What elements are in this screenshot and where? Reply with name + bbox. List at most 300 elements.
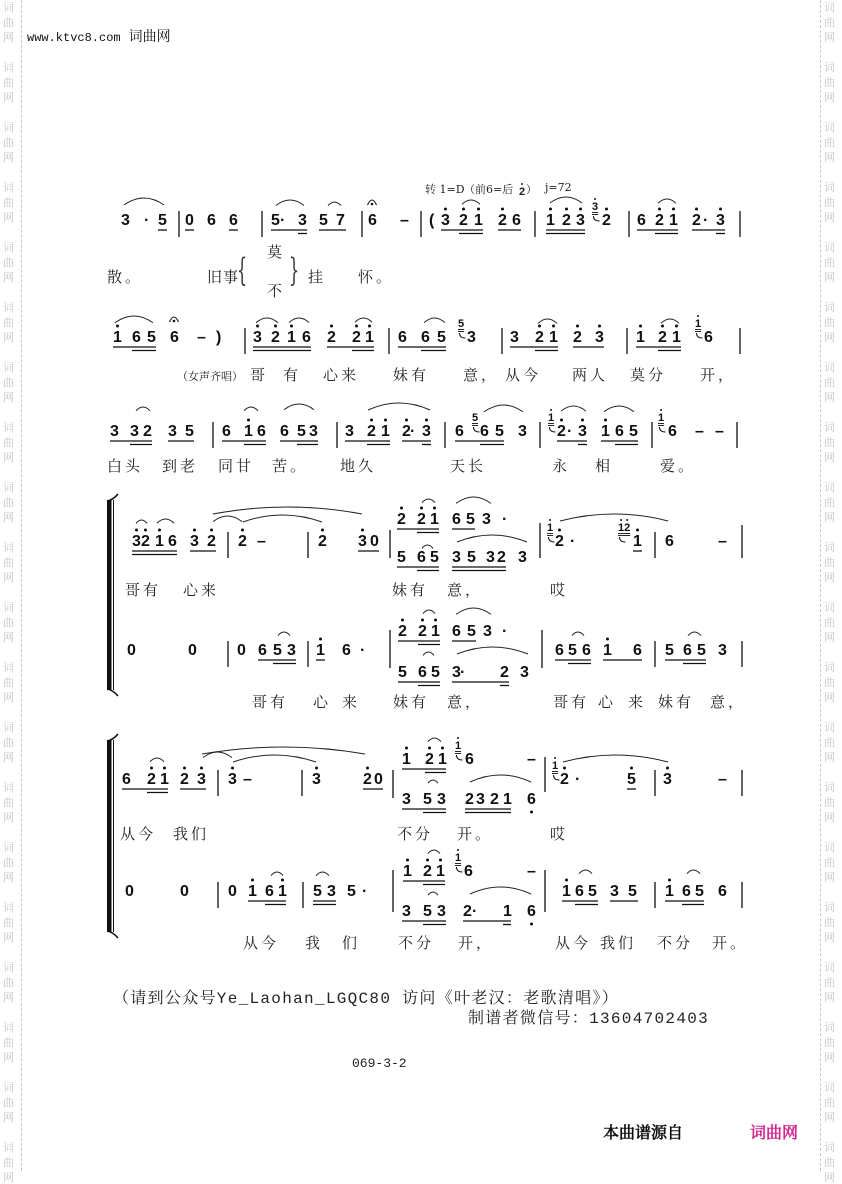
watermark-char: 曲 [3, 16, 14, 29]
watermark-char: 词 [3, 541, 14, 554]
note-digit: 3 [518, 422, 527, 440]
note-digit: 1 [381, 422, 390, 440]
key-equivalence-prefix: （前6=后 [464, 183, 514, 196]
note-digit: 3 [132, 532, 141, 550]
note-digit: 2 [490, 790, 499, 808]
note-digit: 6 [132, 328, 141, 346]
lyric-text: 我们 [173, 825, 210, 843]
note-digit: 6 [527, 902, 536, 920]
watermark-char: 曲 [3, 436, 14, 449]
watermark-char: 曲 [824, 556, 835, 569]
note-digit: 6 [280, 422, 289, 440]
note-digit: 3 [327, 882, 336, 900]
note-digit: 6 [464, 862, 473, 880]
note-digit: 6 [555, 641, 564, 659]
lyric-text: 地久 [340, 457, 377, 475]
grace-note: 1 [455, 851, 462, 864]
augmentation-dot: · [703, 211, 709, 229]
watermark-char: 词 [3, 901, 14, 914]
watermark-char: 网 [824, 691, 835, 704]
rest-note: 0 [237, 641, 246, 659]
watermark-char: 曲 [824, 496, 835, 509]
watermark-char: 词 [824, 481, 835, 494]
rest-note: 0 [228, 882, 237, 900]
note-digit: 5 [319, 211, 328, 229]
watermark-char: 网 [3, 571, 14, 584]
watermark-char: 曲 [824, 676, 835, 689]
watermark-char: 曲 [824, 796, 835, 809]
extension-dash: – [718, 532, 727, 550]
watermark-char: 曲 [3, 976, 14, 989]
grace-note: 1 [695, 317, 702, 330]
watermark-char: 词 [824, 61, 835, 74]
watermark-char: 词 [3, 241, 14, 254]
watermark-char: 曲 [3, 496, 14, 509]
lyric-text: 来 [628, 693, 647, 711]
augmentation-dot: · [567, 422, 573, 440]
lyric-text: 心来 [323, 366, 360, 384]
watermark-char: 词 [824, 901, 835, 914]
lyric-text: 我 [305, 934, 324, 952]
note-digit: 5 [431, 663, 440, 681]
note-digit: 6 [122, 770, 131, 788]
watermark-char: 曲 [3, 1156, 14, 1169]
note-digit: 3 [287, 641, 296, 659]
watermark-char: 网 [3, 331, 14, 344]
parenthesis: ( [429, 211, 435, 229]
watermark-char: 网 [3, 631, 14, 644]
note-digit: 3 [716, 211, 725, 229]
note-digit: 1 [402, 750, 411, 768]
note-digit: 2 [398, 622, 407, 640]
note-digit: 3 [518, 548, 527, 566]
note-digit: 3 [452, 548, 461, 566]
augmentation-dot: · [570, 532, 576, 550]
extension-dash: – [718, 770, 727, 788]
watermark-char: 曲 [824, 1036, 835, 1049]
note-digit: 6 [718, 882, 727, 900]
watermark-char: 曲 [824, 76, 835, 89]
note-digit: 5 [629, 422, 638, 440]
watermark-char: 词 [3, 961, 14, 974]
note-digit: 1 [403, 862, 412, 880]
grace-note: 1 [455, 739, 462, 752]
watermark-char: 曲 [3, 136, 14, 149]
watermark-char: 曲 [824, 1096, 835, 1109]
lyric-text: 妹有 [393, 366, 430, 384]
watermark-char: 曲 [3, 316, 14, 329]
lyric-text: 心 [313, 693, 332, 711]
note-digit: 6 [455, 422, 464, 440]
note-digit: 1 [155, 532, 164, 550]
note-digit: 5 [568, 641, 577, 659]
note-digit: 2 [459, 211, 468, 229]
watermark-char: 网 [824, 391, 835, 404]
lyric-text: 开。 [457, 825, 494, 843]
watermark-char: 曲 [3, 376, 14, 389]
note-digit: 3 [486, 548, 495, 566]
note-digit: 3 [610, 882, 619, 900]
watermark-char: 词 [824, 1, 835, 14]
lyric-text: 哥 [250, 366, 269, 384]
watermark-char: 词 [3, 1, 14, 14]
note-digit: 6 [668, 422, 677, 440]
key-equivalence-suffix: ） [526, 183, 537, 196]
note-digit: 1 [636, 328, 645, 346]
lyric-text: 莫分 [630, 366, 667, 384]
watermark-char: 词 [3, 61, 14, 74]
lyric-text: 从今 [120, 825, 157, 843]
watermark-char: 词 [3, 121, 14, 134]
note-digit: 6 [683, 641, 692, 659]
lyric-text: 不 [267, 282, 286, 300]
note-digit: 2 [560, 770, 569, 788]
note-digit: 3 [476, 790, 485, 808]
lyric-text: 心 [598, 693, 617, 711]
watermark-char: 网 [824, 1051, 835, 1064]
note-digit: 1 [430, 510, 439, 528]
note-digit: 2 [423, 862, 432, 880]
note-digit: 5 [695, 882, 704, 900]
note-digit: 5 [185, 422, 194, 440]
watermark-char: 网 [3, 1051, 14, 1064]
note-digit: 5 [158, 211, 167, 229]
note-digit: 3 [510, 328, 519, 346]
extension-dash: – [243, 770, 252, 788]
note-digit: 6 [512, 211, 521, 229]
note-digit: 6 [452, 510, 461, 528]
lyric-text: 意， [463, 366, 500, 384]
lyric-text: 妹有 [393, 693, 430, 711]
watermark-char: 曲 [3, 796, 14, 809]
watermark-char: 词 [3, 481, 14, 494]
note-digit: 3 [422, 422, 431, 440]
lyric-text: 妹有 [392, 581, 429, 599]
note-digit: 2 [363, 770, 372, 788]
watermark-char: 网 [824, 331, 835, 344]
watermark-char: 词 [824, 661, 835, 674]
note-digit: 1 [113, 328, 122, 346]
watermark-char: 网 [3, 991, 14, 1004]
note-digit: 3 [197, 770, 206, 788]
watermark-char: 网 [824, 91, 835, 104]
augmentation-dot: · [502, 622, 508, 640]
note-digit: 6 [257, 422, 266, 440]
note-digit: 1 [549, 328, 558, 346]
lyric-text: 开， [700, 366, 737, 384]
note-digit: 1 [160, 770, 169, 788]
note-digit: 6 [682, 882, 691, 900]
watermark-char: 网 [824, 751, 835, 764]
watermark-char: 词 [824, 721, 835, 734]
augmentation-dot: · [280, 211, 286, 229]
note-digit: 5 [467, 548, 476, 566]
watermark-char: 网 [3, 1171, 14, 1184]
note-digit: 3 [437, 902, 446, 920]
watermark-char: 网 [824, 151, 835, 164]
note-digit: 2 [417, 510, 426, 528]
note-digit: 6 [417, 548, 426, 566]
lyric-text: 天长 [450, 457, 487, 475]
note-digit: 2 [497, 548, 506, 566]
augmentation-dot: · [362, 882, 368, 900]
watermark-char: 词 [3, 1141, 14, 1154]
watermark-char: 网 [824, 871, 835, 884]
rest-note: 0 [180, 882, 189, 900]
note-digit: 6 [168, 532, 177, 550]
note-digit: 6 [615, 422, 624, 440]
note-digit: 3 [228, 770, 237, 788]
watermark-char: 网 [824, 571, 835, 584]
watermark-char: 网 [3, 271, 14, 284]
watermark-char: 网 [824, 931, 835, 944]
watermark-char: 曲 [3, 616, 14, 629]
note-digit: 5 [313, 882, 322, 900]
grace-note: 1 [658, 411, 665, 424]
transcriber-contact: 制谱者微信号：13604702403 [468, 1010, 710, 1028]
note-digit: 5 [665, 641, 674, 659]
note-digit: 3 [718, 641, 727, 659]
lyric-text: 妹有 [658, 693, 695, 711]
note-digit: 2 [367, 422, 376, 440]
watermark-char: 词 [824, 961, 835, 974]
lyric-text: 旧 [207, 268, 226, 286]
source-site-name: 词曲网 [750, 1123, 799, 1142]
lyric-text: 从今 [555, 934, 592, 952]
lyric-text: 相 [595, 457, 614, 475]
note-digit: 3 [595, 328, 604, 346]
lyric-text: 同甘 [218, 457, 255, 475]
note-digit: 3 [483, 622, 492, 640]
lyric-text: 莫 [267, 243, 286, 261]
note-digit: 2 [463, 902, 472, 920]
note-digit: 1 [438, 750, 447, 768]
note-digit: 2 [271, 328, 280, 346]
lyric-text: 心来 [183, 581, 220, 599]
note-digit: 2 [498, 211, 507, 229]
watermark-char: 词 [824, 241, 835, 254]
watermark-char: 词 [824, 121, 835, 134]
watermark-char: 曲 [824, 1156, 835, 1169]
note-digit: 2 [602, 211, 611, 229]
note-digit: 2 [425, 750, 434, 768]
watermark-char: 网 [824, 631, 835, 644]
watermark-char: 曲 [3, 856, 14, 869]
watermark-char: 词 [824, 781, 835, 794]
note-digit: 6 [452, 622, 461, 640]
note-digit: 7 [336, 211, 345, 229]
note-digit: 5 [430, 548, 439, 566]
note-digit: 3 [190, 532, 199, 550]
note-digit: 1 [365, 328, 374, 346]
note-digit: 3 [402, 790, 411, 808]
watermark-char: 曲 [824, 136, 835, 149]
extension-dash: – [400, 211, 409, 229]
lyric-text: 挂 [308, 268, 327, 286]
note-digit: 3 [121, 211, 130, 229]
lyric-text: 永 [552, 457, 571, 475]
note-digit: 5 [147, 328, 156, 346]
lyric-text: 哥有 [553, 693, 590, 711]
watermark-char: 词 [3, 781, 14, 794]
note-digit: 6 [480, 422, 489, 440]
note-digit: 6 [342, 641, 351, 659]
note-digit: 2 [397, 510, 406, 528]
watermark-char: 词 [3, 841, 14, 854]
watermark-char: 词 [3, 301, 14, 314]
watermark-char: 网 [3, 871, 14, 884]
watermark-char: 词 [3, 1021, 14, 1034]
note-digit: 5 [397, 548, 406, 566]
note-digit: 6 [704, 328, 713, 346]
lyric-text: 哎 [550, 581, 569, 599]
watermark-char: 网 [3, 151, 14, 164]
extension-dash: – [715, 422, 724, 440]
lyric-text: 事 [223, 268, 242, 286]
note-digit: 2 [535, 328, 544, 346]
note-digit: 5 [628, 882, 637, 900]
watermark-char: 词 [824, 301, 835, 314]
parenthesis: ) [216, 328, 222, 346]
watermark-char: 网 [3, 931, 14, 944]
note-digit: 2 [500, 663, 509, 681]
watermark-char: 词 [3, 181, 14, 194]
note-digit: 6 [229, 211, 238, 229]
augmentation-dot: · [360, 641, 366, 659]
note-digit: 5 [271, 211, 280, 229]
note-digit: 3 [402, 902, 411, 920]
watermark-char: 词 [3, 361, 14, 374]
grace-note: 5 [472, 411, 479, 424]
extension-dash: – [257, 532, 266, 550]
watermark-char: 词 [824, 421, 835, 434]
site-name: 词曲网 [128, 29, 171, 45]
note-digit: 1 [287, 328, 296, 346]
watermark-char: 曲 [824, 376, 835, 389]
performance-annotation: （女声齐唱） [177, 370, 243, 383]
note-digit: 3 [578, 422, 587, 440]
note-digit: 6 [633, 641, 642, 659]
extension-dash: – [527, 750, 536, 768]
watermark-char: 曲 [3, 256, 14, 269]
note-digit: 3 [663, 770, 672, 788]
key-equivalence-note: 2 [519, 186, 526, 198]
note-digit: 6 [302, 328, 311, 346]
note-digit: 5 [423, 902, 432, 920]
note-digit: 3 [482, 510, 491, 528]
note-digit: 3 [576, 211, 585, 229]
grace-note: 1 [552, 759, 559, 772]
watermark-char: 网 [824, 511, 835, 524]
note-digit: 1 [503, 790, 512, 808]
note-digit: 2 [180, 770, 189, 788]
note-digit: 3 [345, 422, 354, 440]
watermark-char: 网 [824, 1171, 835, 1184]
note-digit: 1 [474, 211, 483, 229]
tempo-marking: j=72 [545, 181, 572, 194]
watermark-char: 网 [824, 31, 835, 44]
note-digit: 2 [238, 532, 247, 550]
lyric-text: 意， [447, 693, 484, 711]
watermark-char: 网 [3, 1111, 14, 1124]
watermark-char: 曲 [3, 676, 14, 689]
lyric-text: 意， [710, 693, 747, 711]
note-digit: 1 [436, 862, 445, 880]
watermark-char: 曲 [3, 556, 14, 569]
augmentation-dot: · [575, 770, 581, 788]
note-digit: 5 [297, 422, 306, 440]
watermark-char: 曲 [824, 436, 835, 449]
note-digit: 6 [421, 328, 430, 346]
watermark-char: 网 [3, 211, 14, 224]
note-digit: 3 [358, 532, 367, 550]
lyric-text: 到老 [162, 457, 199, 475]
note-digit: 6 [465, 750, 474, 768]
lyric-text: 不分 [397, 825, 434, 843]
note-digit: 6 [665, 532, 674, 550]
lyric-text: 意， [447, 581, 484, 599]
watermark-char: 词 [824, 841, 835, 854]
note-digit: 6 [368, 211, 377, 229]
note-digit: 2 [402, 422, 411, 440]
note-digit: 1 [503, 902, 512, 920]
note-digit: 2 [207, 532, 216, 550]
watermark-char: 曲 [824, 916, 835, 929]
note-digit: 6 [258, 641, 267, 659]
augmentation-dot: · [502, 510, 508, 528]
note-digit: 5 [423, 790, 432, 808]
lyric-text: 两人 [572, 366, 609, 384]
note-digit: 1 [244, 422, 253, 440]
note-digit: 6 [527, 790, 536, 808]
rest-note: 0 [185, 211, 194, 229]
note-digit: 2 [318, 532, 327, 550]
note-digit: 2 [658, 328, 667, 346]
note-digit: 2 [692, 211, 701, 229]
note-digit: 1 [546, 211, 555, 229]
note-digit: 5 [437, 328, 446, 346]
note-digit: 2 [562, 211, 571, 229]
note-digit: 6 [418, 663, 427, 681]
rest-note: 0 [127, 641, 136, 659]
watermark-char: 网 [824, 271, 835, 284]
watermark-char: 网 [3, 751, 14, 764]
watermark-char: 词 [824, 1081, 835, 1094]
lyric-brace: } [289, 251, 300, 289]
note-digit: 1 [248, 882, 257, 900]
watermark-char: 词 [824, 541, 835, 554]
lyric-text: 爱。 [660, 457, 697, 475]
watermark-char: 网 [3, 451, 14, 464]
augmentation-dot: · [472, 902, 478, 920]
note-digit: 2 [555, 532, 564, 550]
note-digit: 3 [312, 770, 321, 788]
watermark-char: 曲 [3, 1096, 14, 1109]
watermark-char: 词 [3, 601, 14, 614]
rest-note: 0 [125, 882, 134, 900]
note-digit: 1 [633, 532, 642, 550]
watermark-char: 网 [3, 691, 14, 704]
note-digit: 6 [207, 211, 216, 229]
watermark-char: 曲 [824, 256, 835, 269]
site-url: www.ktvc8.com [27, 31, 121, 45]
watermark-char: 词 [824, 361, 835, 374]
watermark-char: 词 [3, 1081, 14, 1094]
grace-note: 12 [618, 521, 631, 534]
note-digit: 6 [265, 882, 274, 900]
lyric-text: 苦。 [272, 457, 309, 475]
note-digit: 5 [466, 510, 475, 528]
